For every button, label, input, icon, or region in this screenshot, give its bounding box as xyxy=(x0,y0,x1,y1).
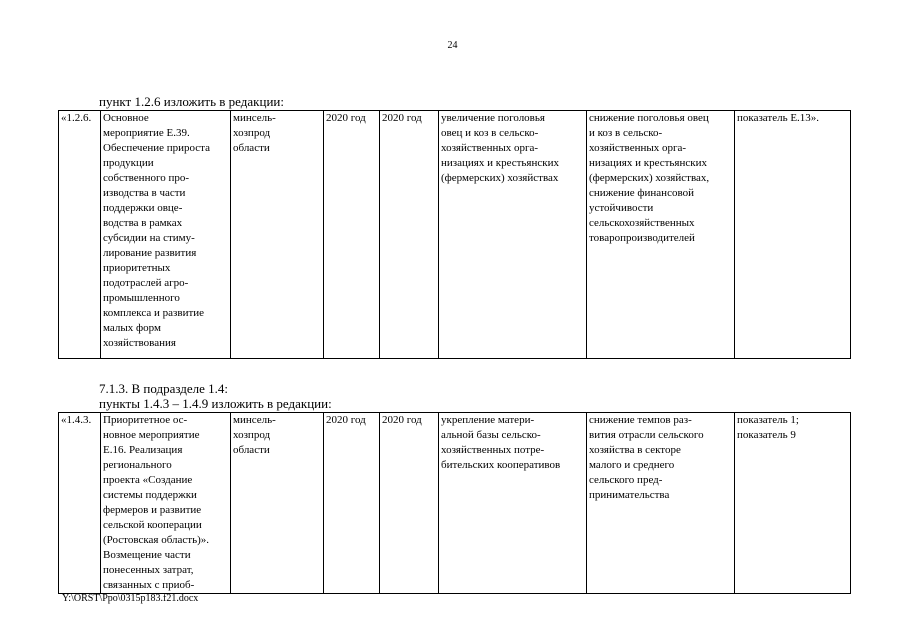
executor: минсель- хозпрод области xyxy=(231,413,324,594)
section1-heading: пункт 1.2.6 изложить в редакции: xyxy=(99,94,284,109)
section2-heading-1: 7.1.3. В подразделе 1.4: xyxy=(99,381,229,396)
indicator: показатель 1; показатель 9 xyxy=(735,413,851,594)
consequence: снижение темпов раз- вития отрасли сельского хозяйства в секторе малого и среднего сельского пред- принимательства xyxy=(587,413,735,594)
end-date: 2020 год xyxy=(380,413,439,594)
executor: минсель- хозпрод области xyxy=(231,111,324,359)
table-row xyxy=(59,413,851,594)
expected-result: укрепление матери- альной базы сельско- хозяйственных потре- бительских кооперативов xyxy=(439,413,587,594)
indicator: показатель Е.13». xyxy=(735,111,851,359)
row-number: «1.2.6. xyxy=(59,111,101,359)
file-path-footer: Y:\ORST\Ppo\0315p183.f21.docx xyxy=(62,593,199,604)
event-description: Приоритетное ос- новное мероприятие Е.16. Реализация регионального проекта «Создание системы поддержки фермеров и развитие сельской кооперации (Ростовская область)». Возмещение части понесенных затрат, связанных с приоб- xyxy=(101,413,231,594)
start-date: 2020 год xyxy=(324,111,380,359)
table-row xyxy=(59,111,851,359)
consequence: снижение поголовья овец и коз в сельско- хозяйственных орга- низациях и крестьянских (фермерских) хозяйствах, снижение финансовой устойчивости сельскохозяйственных товаропроизводителей xyxy=(587,111,735,359)
start-date: 2020 год xyxy=(324,413,380,594)
section2-heading-2: пункты 1.4.3 – 1.4.9 изложить в редакции: xyxy=(99,396,332,411)
page-number: 24 xyxy=(447,40,458,51)
row-number: «1.4.3. xyxy=(59,413,101,594)
expected-result: увеличение поголовья овец и коз в сельско- хозяйственных орга- низациях и крестьянских (фермерских) хозяйствах xyxy=(439,111,587,359)
table-section2 xyxy=(58,412,851,594)
table-section1 xyxy=(58,110,851,359)
event-description: Основное мероприятие Е.39. Обеспечение прироста продукции собственного про- изводства в части поддержки овце- водства в рамках субсидии на стиму- лирование развития приоритетных подотраслей агро- промышленного комплекса и развитие малых форм хозяйствования xyxy=(101,111,231,359)
end-date: 2020 год xyxy=(380,111,439,359)
